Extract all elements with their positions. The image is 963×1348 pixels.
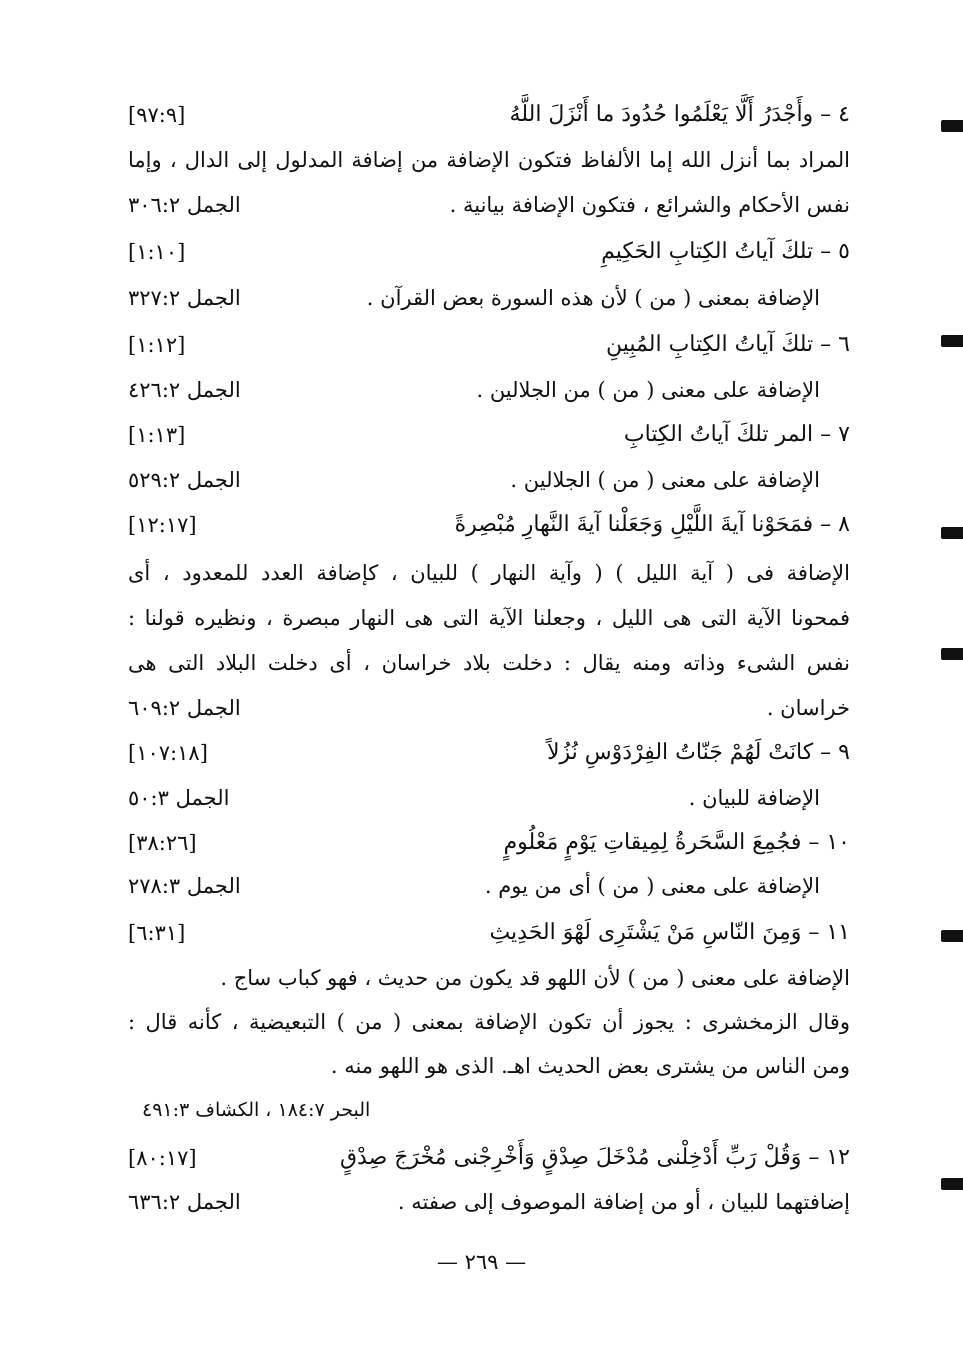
commentary-line [128,958,850,998]
commentary-line [128,370,850,410]
source-citation: الجمل ٦٠٩:٢ [128,696,241,720]
verse-line-8 [128,505,850,545]
commentary-text: الإضافة على معنى ( من ) لأن اللهو قد يكون من حديث ، فهو كباب ساج . [220,966,850,990]
margin-binding-mark [941,527,963,539]
verse-reference: [١:١٠] [128,240,186,264]
verse-line-12 [128,1138,850,1178]
commentary-line [128,1182,850,1222]
verse-text: ١٠ – فجُمِعَ السَّحَرةُ لِمِيقاتِ يَوْمٍ مَعْلُومٍ [503,830,850,855]
verse-text: ١٢ – وَقُلْ رَبِّ أَدْخِلْنى مُدْخَلَ صِدْقٍ وَأَخْرِجْنى مُخْرَجَ صِدْقٍ [339,1145,850,1170]
commentary-text: الإضافة بمعنى ( من ) لأن هذه السورة بعض القرآن . [366,286,820,310]
margin-binding-mark [941,930,963,942]
citation-line [128,1090,850,1130]
verse-text: ٥ – تلكَ آياتُ الكِتابِ الحَكِيمِ [601,239,850,264]
verse-reference: [١:١٣] [128,423,186,447]
margin-binding-mark [941,120,963,132]
commentary-line [128,460,850,500]
source-citation: الجمل ٢٧٨:٣ [128,874,241,898]
commentary-text: الإضافة على معنى ( من ) أى من يوم . [484,874,820,898]
commentary-line [128,598,850,638]
commentary-line [128,553,850,593]
commentary-line [128,278,850,318]
verse-reference: [٩٧:٩] [128,103,186,127]
commentary-line [128,778,850,818]
verse-line-11 [128,913,850,953]
margin-binding-mark [941,1178,963,1190]
verse-reference: [١٠٧:١٨] [128,741,208,765]
source-citation: الجمل ٦٣٦:٢ [128,1190,241,1214]
verse-text: ٧ – المر تلكَ آياتُ الكِتابِ [623,422,850,447]
verse-line-7 [128,415,850,455]
verse-text: ١١ – وَمِنَ النّاسِ مَنْ يَشْتَرِى لَهْوَ الحَدِيثِ [489,920,850,945]
verse-reference: [١:١٢] [128,333,186,357]
margin-binding-mark [941,335,963,347]
source-citation: الجمل ٥٢٩:٢ [128,468,241,492]
verse-text: ٦ – تلكَ آياتُ الكِتابِ المُبِينِ [606,332,850,357]
commentary-text: نفس الأحكام والشرائع ، فتكون الإضافة بيانية . [449,193,850,217]
verse-line-10 [128,823,850,863]
commentary-text: نفس الشىء وذاته ومنه يقال : دخلت بلاد خراسان ، أى دخلت البلاد التى هى [128,651,850,675]
verse-line-4 [128,95,850,135]
commentary-text: إضافتهما للبيان ، أو من إضافة الموصوف إلى صفته . [397,1190,850,1214]
verse-reference: [٣٨:٢٦] [128,831,197,855]
commentary-text: المراد بما أنزل الله إما الألفاظ فتكون الإضافة من إضافة المدلول إلى الدال ، وإما [128,148,850,172]
verse-text: ٨ – فمَحَوْنا آيةَ اللَّيْلِ وَجَعَلْنا آيةَ النَّهارِ مُبْصِرةً [454,512,850,537]
verse-reference: [١٢:١٧] [128,513,197,537]
page-number: — ٢٦٩ — [436,1250,527,1274]
verse-text: ٩ – كانَتْ لَهُمْ جَنّاتُ الفِرْدَوْسِ نُزُلاً [547,740,850,765]
margin-binding-mark [941,648,963,660]
commentary-line [128,1046,850,1086]
source-citation: الجمل ٤٢٦:٢ [128,378,241,402]
commentary-line [128,185,850,225]
commentary-line [128,140,850,180]
commentary-text: الإضافة على معنى ( من ) الجلالين . [510,468,820,492]
commentary-line [128,1002,850,1042]
source-citation: الجمل ٣٠٦:٢ [128,193,241,217]
verse-line-6 [128,325,850,365]
source-citation: الجمل ٣٢٧:٢ [128,286,241,310]
verse-line-5 [128,232,850,272]
commentary-text: ومن الناس من يشترى بعض الحديث اهـ. الذى هو اللهو منه . [330,1054,850,1078]
commentary-line [128,866,850,906]
verse-reference: [٦:٣١] [128,921,186,945]
source-citation: البحر ١٨٤:٧ ، الكشاف ٤٩١:٣ [142,1099,371,1121]
verse-reference: [٨٠:١٧] [128,1146,197,1170]
commentary-text: خراسان . [766,696,850,720]
commentary-text: الإضافة على معنى ( من ) من الجلالين . [476,378,820,402]
verse-line-9 [128,733,850,773]
commentary-line [128,643,850,683]
source-citation: الجمل ٥٠:٣ [128,786,230,810]
commentary-text: الإضافة فى ( آية الليل ) ( وآية النهار ) للبيان ، كإضافة العدد للمعدود ، أى [128,561,850,585]
commentary-text: فمحونا الآية التى هى الليل ، وجعلنا الآية التى هى النهار مبصرة ، ونظيره قولنا : [128,606,850,630]
verse-text: ٤ – وأَجْدَرُ أَلَّا يَعْلَمُوا حُدُودَ ما أَنْزَلَ اللَّهُ [509,102,850,127]
commentary-text: الإضافة للبيان . [688,786,820,810]
commentary-text: وقال الزمخشرى : يجوز أن تكون الإضافة بمعنى ( من ) التبعيضية ، كأنه قال : [128,1010,850,1034]
commentary-line [128,688,850,728]
